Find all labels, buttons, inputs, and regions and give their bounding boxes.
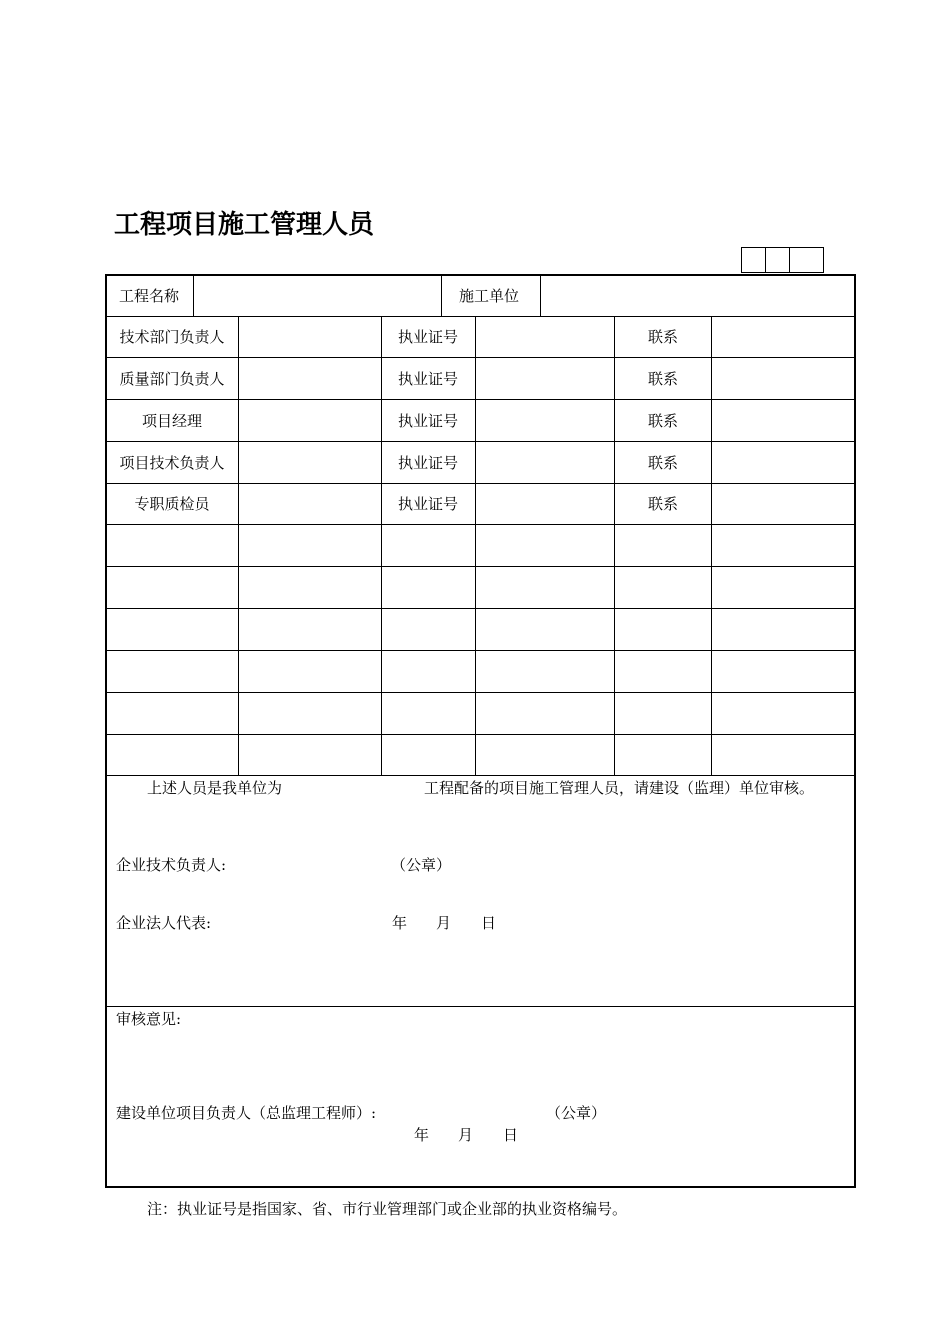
form-number-boxes[interactable] xyxy=(741,247,824,273)
date-year: 年 xyxy=(392,914,408,932)
owner-signatory-label: 建设单位项目负责人（总监理工程师）: xyxy=(116,1104,377,1122)
number-box[interactable] xyxy=(789,247,824,273)
construction-unit-label: 施工单位 xyxy=(459,287,520,305)
tech-lead-label: 企业技术负责人: xyxy=(116,856,227,874)
construction-unit-field[interactable] xyxy=(541,276,854,315)
form-title: 工程项目施工管理人员 xyxy=(114,210,375,240)
owner-seal-label: （公章） xyxy=(546,1104,607,1122)
personnel-table xyxy=(105,274,856,1188)
project-name-label: 工程名称 xyxy=(119,287,180,305)
role-label: 项目技术负责人 xyxy=(119,454,225,472)
declaration-text-right: 工程配备的项目施工管理人员，请建设（监理）单位审核。 xyxy=(424,779,815,797)
cert-label: 执业证号 xyxy=(397,495,459,513)
contact-label: 联系 xyxy=(647,495,679,513)
date-day: 日 xyxy=(481,914,497,932)
cert-label: 执业证号 xyxy=(397,328,459,346)
project-name-field[interactable] xyxy=(194,276,440,315)
role-label: 项目经理 xyxy=(141,412,203,430)
declaration-text-left: 上述人员是我单位为 xyxy=(147,779,283,797)
cert-label: 执业证号 xyxy=(397,412,459,430)
review-opinion-label: 审核意见: xyxy=(116,1010,182,1028)
contact-label: 联系 xyxy=(647,454,679,472)
legal-rep-label: 企业法人代表: xyxy=(116,914,212,932)
contact-label: 联系 xyxy=(647,412,679,430)
review-date-year: 年 xyxy=(414,1126,430,1144)
review-date-month: 月 xyxy=(458,1126,474,1144)
review-date-day: 日 xyxy=(503,1126,519,1144)
contact-label: 联系 xyxy=(647,328,679,346)
footnote: 注：执业证号是指国家、省、市行业管理部门或企业部的执业资格编号。 xyxy=(147,1200,628,1218)
cert-label: 执业证号 xyxy=(397,370,459,388)
number-box[interactable] xyxy=(741,247,765,273)
number-box[interactable] xyxy=(765,247,789,273)
cert-label: 执业证号 xyxy=(397,454,459,472)
contact-label: 联系 xyxy=(647,370,679,388)
role-label: 技术部门负责人 xyxy=(119,328,225,346)
company-seal-label: （公章） xyxy=(391,856,452,874)
role-label: 质量部门负责人 xyxy=(119,370,225,388)
role-label: 专职质检员 xyxy=(134,495,210,513)
date-month: 月 xyxy=(436,914,452,932)
